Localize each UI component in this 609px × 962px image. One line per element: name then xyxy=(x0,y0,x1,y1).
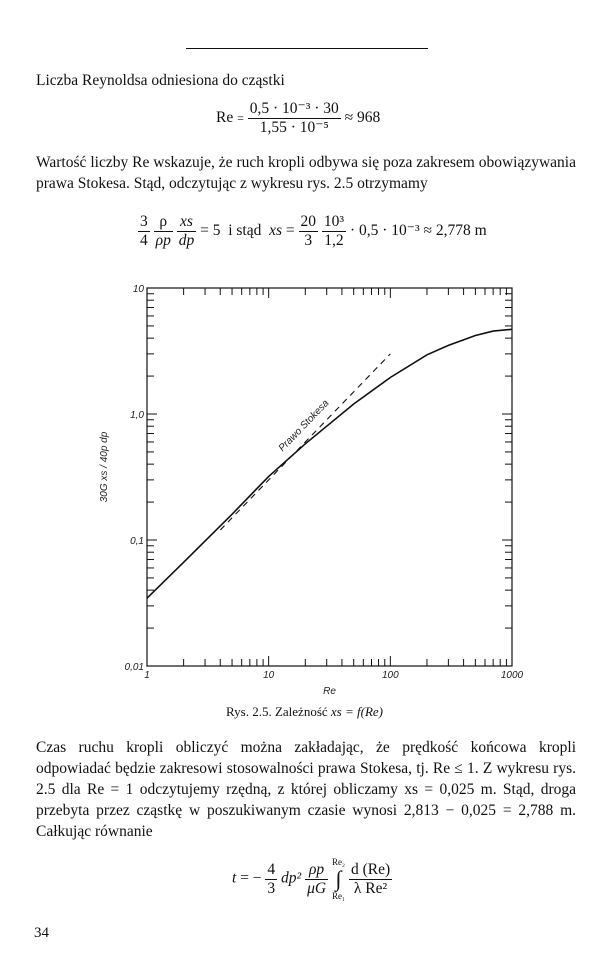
equation-reynolds xyxy=(216,100,380,137)
eq2-frac-xs-dp: $\frac{xs}{dp}$ xyxy=(178,213,195,249)
eq1-approx: ≈ xyxy=(344,109,354,127)
eq1-equals: = xyxy=(237,111,244,126)
eq2-conj: i stąd xyxy=(228,222,262,240)
eq3-int-upper: Re₂ xyxy=(331,857,346,867)
x-tick-label: 100 xyxy=(381,670,399,681)
eq3-integral xyxy=(332,856,345,902)
equation-time xyxy=(232,856,392,902)
paragraph-2: Wartość liczby Re wskazuje, że ruch kropli odbywa się poza zakresem obowiązywania prawa Stokesa. Stąd, odczytując z wykresu rys. 2.5 otrzymamy xyxy=(36,154,576,192)
eq3-int-lower: Re₁ xyxy=(331,891,346,901)
top-rule xyxy=(186,48,428,49)
y-tick-label: 0,01 xyxy=(124,662,144,673)
chart-figure xyxy=(0,270,609,700)
eq2-equals: = xyxy=(285,222,295,240)
caption-formula: xs = f(Re) xyxy=(330,704,383,719)
eq2-frac-103-12: $\frac{\text{10³}}{1,2}$ xyxy=(323,213,345,249)
eq1-numerator: 0,5 · 10⁻³ · 30 xyxy=(249,100,339,117)
eq3-frac-rho-mu: $\frac{\rho p}{\mu G}$ xyxy=(307,860,327,897)
eq1-denominator: 1,55 · 10⁻⁵ xyxy=(259,119,329,136)
y-tick-label: 0,1 xyxy=(130,536,144,547)
page-number: 34 xyxy=(34,925,49,941)
eq1-result: 968 xyxy=(357,109,381,127)
x-tick-label: 1 xyxy=(144,670,150,681)
eq2-frac-3-4: $\frac{3}{4}$ xyxy=(140,213,148,249)
stokes-law-label: Prawo Stokesa xyxy=(276,397,332,455)
integral-sign: ∫ xyxy=(335,866,342,891)
eq2-frac-20-3: $\frac{20}{3}$ xyxy=(300,213,317,249)
eq3-frac-dre: $\frac{d (Re)}{\text{λ Re²}}$ xyxy=(350,860,391,897)
paragraph-3: Czas ruchu kropli obliczyć można zakładając, że prędkość końcowa kropli odpowiadać będzie zakresowi stosowalności prawa Stokesa, tj. Re ≤ 1. Z wykresu rys. 2.5 dla Re = 1 odczytujemy rzędną, z której obliczamy xs = 0,025 m. Stąd, droga przebyta przez cząstkę w poszukiwanym czasie wynosi 2,813 − 0,025 = 2,788 m. Całkując równanie xyxy=(36,739,576,840)
eq1-lhs: Re xyxy=(216,109,234,127)
x-tick-label: 10 xyxy=(263,670,275,681)
y-tick-label: 10 xyxy=(132,284,144,295)
x-axis-label: Re xyxy=(323,686,336,697)
eq3-frac-4-3: $\frac{4}{3}$ xyxy=(267,860,276,897)
stokes-line xyxy=(220,354,390,530)
plot-frame xyxy=(147,288,512,666)
curve-line xyxy=(147,329,512,598)
caption-prefix: Rys. 2.5. Zależność xyxy=(226,704,328,719)
eq1-fraction xyxy=(248,100,341,137)
x-tick-label: 1000 xyxy=(500,670,524,681)
eq3-equals: = − xyxy=(240,869,262,887)
y-tick-label: 1,0 xyxy=(130,410,144,421)
eq2-tail: · 0,5 · 10⁻³ ≈ 2,778 m xyxy=(349,222,487,240)
eq2-equals-5: = 5 xyxy=(200,222,221,240)
paragraph-1: Liczba Reynoldsa odniesiona do cząstki xyxy=(36,72,285,89)
y-axis-label: 30G xs / 40p dp xyxy=(99,431,110,503)
figure-caption xyxy=(0,704,609,720)
equation-xs xyxy=(138,213,487,250)
eq3-lhs: t xyxy=(232,869,237,887)
eq3-dp2: dp² xyxy=(281,869,302,887)
eq2-xs: xs xyxy=(269,222,283,240)
eq2-frac-rho: $\frac{\rho}{\rho p}$ xyxy=(155,213,171,249)
